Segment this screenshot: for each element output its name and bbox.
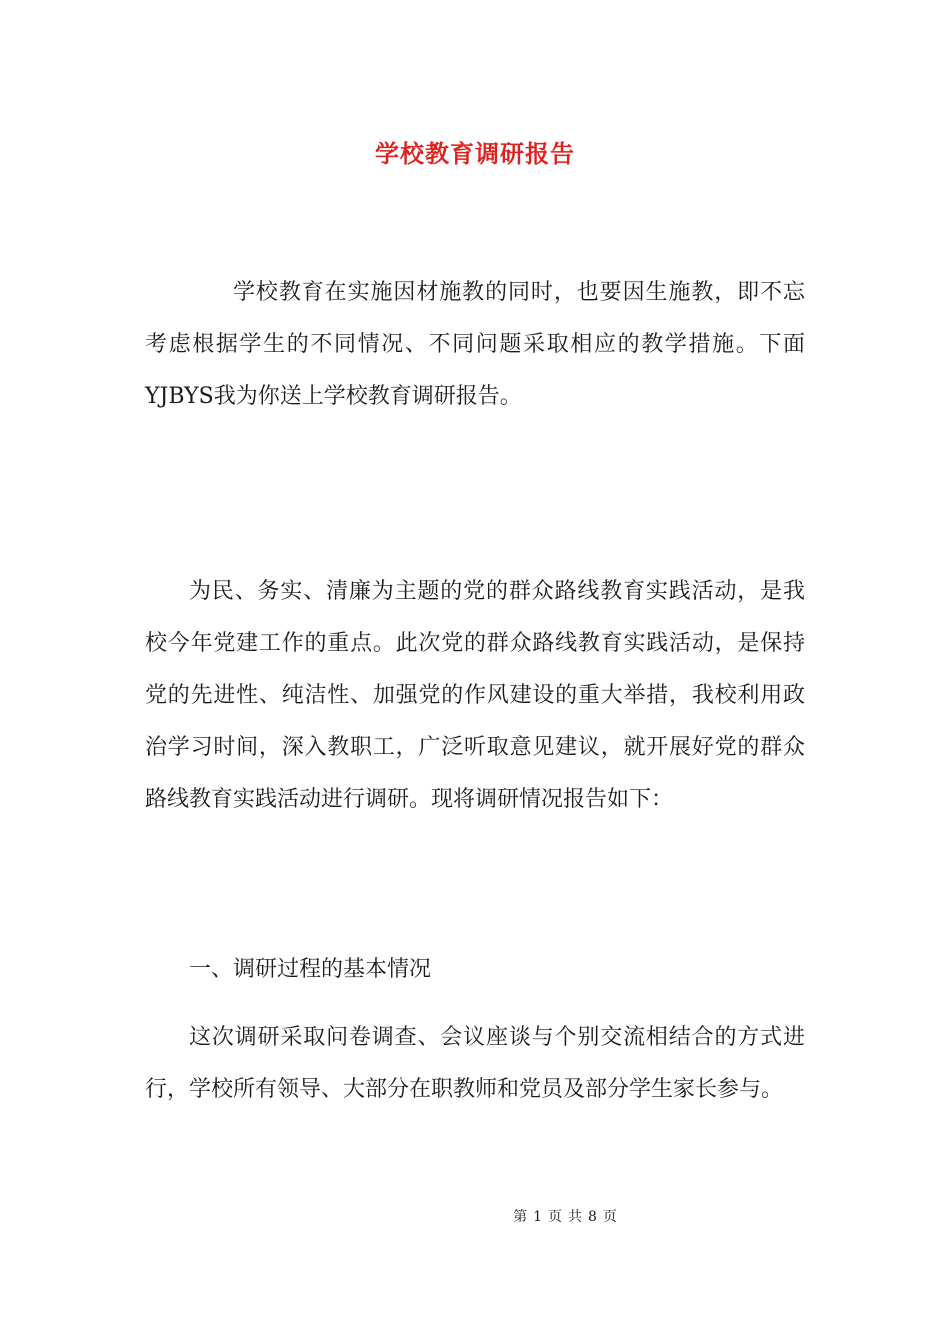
body-paragraph-2 <box>145 1012 805 1116</box>
body-paragraph-1 <box>145 566 805 826</box>
intro-line: YJBYS我为你送上学校教育调研报告。 <box>145 384 522 409</box>
paragraph-line: 这次调研采取问卷调查、会议座谈与个别交流相结合的方式进 <box>189 1025 805 1050</box>
footer-total-pages: 8 <box>588 1209 597 1225</box>
page-number-footer <box>0 1207 950 1227</box>
footer-current-page: 1 <box>533 1209 542 1225</box>
paragraph-line: 为民、务实、清廉为主题的党的群众路线教育实践活动，是我 <box>189 579 805 604</box>
footer-page-word: 页 <box>548 1209 562 1225</box>
document-title: 学校教育调研报告 <box>375 139 575 168</box>
section-heading <box>145 944 805 996</box>
paragraph-line: 校今年党建工作的重点。此次党的群众路线教育实践活动，是保持 <box>145 631 805 656</box>
footer-page-word-2: 页 <box>602 1209 617 1225</box>
paragraph-line: 行，学校所有领导、大部分在职教师和党员及部分学生家长参与。 <box>145 1077 784 1102</box>
paragraph-line: 治学习时间，深入教职工，广泛听取意见建议，就开展好党的群众 <box>145 735 805 760</box>
paragraph-line: 党的先进性、纯洁性、加强党的作风建设的重大举措，我校利用政 <box>145 683 805 708</box>
paragraph-line: 路线教育实践活动进行调研。现将调研情况报告如下： <box>145 787 674 812</box>
intro-paragraph <box>145 267 805 423</box>
footer-prefix: 第 <box>513 1209 528 1225</box>
intro-line: 考虑根据学生的不同情况、不同问题采取相应的教学措施。下面 <box>145 332 805 357</box>
footer-total-prefix: 共 <box>568 1209 582 1225</box>
heading-line: 一、调研过程的基本情况 <box>189 957 432 982</box>
intro-line: 学校教育在实施因材施教的同时，也要因生施教，即不忘 <box>233 280 805 305</box>
